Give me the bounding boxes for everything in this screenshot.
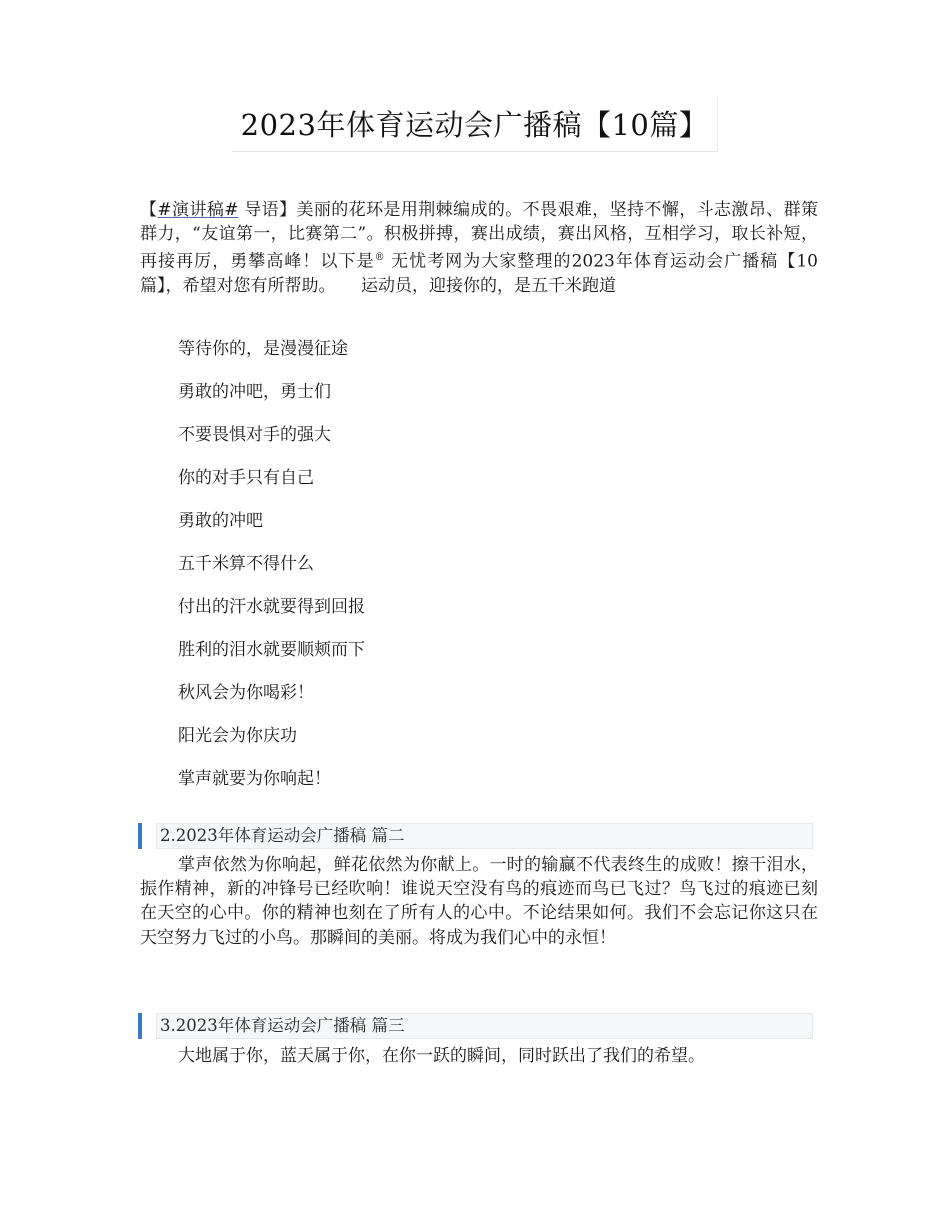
poem-line: 勇敢的冲吧: [178, 511, 263, 531]
section-heading-text: 3.2023年体育运动会广播稿 篇三: [160, 1016, 405, 1035]
intro-text-b: 无忧考网为大家整理的2023年体育运动会广播稿【10篇】，希望对您有所帮助。 运动员，迎接你的，是五千米跑道: [140, 252, 818, 297]
poem-line: 不要畏惧对手的强大: [178, 425, 331, 445]
poem-line: 付出的汗水就要得到回报: [178, 597, 365, 617]
poem-block: [178, 334, 778, 807]
section-heading-2: [138, 823, 813, 849]
intro-label: 导语】: [238, 200, 297, 220]
title-box: [232, 96, 718, 152]
poem-line: 你的对手只有自己: [178, 468, 314, 488]
poem-line: 秋风会为你喝彩！: [178, 683, 314, 703]
section-body-2: 掌声依然为你响起，鲜花依然为你献上。一时的输赢不代表终生的成败！擦干泪水，振作精神，新的冲锋号已经吹响！谁说天空没有鸟的痕迹而鸟已飞过？鸟飞过的痕迹已刻在天空的心中。你的精神也刻在了所有人的心中。不论结果如何。我们不会忘记你这只在天空努力飞过的小鸟。那瞬间的美丽。将成为我们心中的永恒！: [140, 855, 818, 948]
poem-line: 五千米算不得什么: [178, 554, 314, 574]
speech-tag-link[interactable]: #演讲稿#: [157, 200, 239, 220]
poem-line: 等待你的，是漫漫征途: [178, 339, 348, 359]
section-heading-text: 2.2023年体育运动会广播稿 篇二: [160, 826, 405, 845]
poem-line: 胜利的泪水就要顺颊而下: [178, 640, 365, 660]
intro-bracket: 【: [140, 200, 158, 220]
registered-mark: ®: [374, 252, 385, 264]
poem-line: 掌声就要为你响起！: [178, 769, 331, 789]
section-heading-3: [138, 1013, 813, 1039]
section-body-3: 大地属于你，蓝天属于你，在你一跃的瞬间，同时跃出了我们的希望。: [178, 1046, 705, 1066]
page-title: 2023年体育运动会广播稿【10篇】: [240, 108, 709, 142]
intro-paragraph: [140, 198, 818, 298]
intro-text-a: 美丽的花环是用荆棘编成的。不畏艰难，坚持不懈，斗志激昂、群策群力，“友谊第一，比赛第二”。积极拼搏，赛出成绩，赛出风格，互相学习，取长补短，再接再厉，勇攀高峰！以下是: [140, 200, 819, 273]
poem-line: 勇敢的冲吧，勇士们: [178, 382, 331, 402]
poem-line: 阳光会为你庆功: [178, 726, 297, 746]
